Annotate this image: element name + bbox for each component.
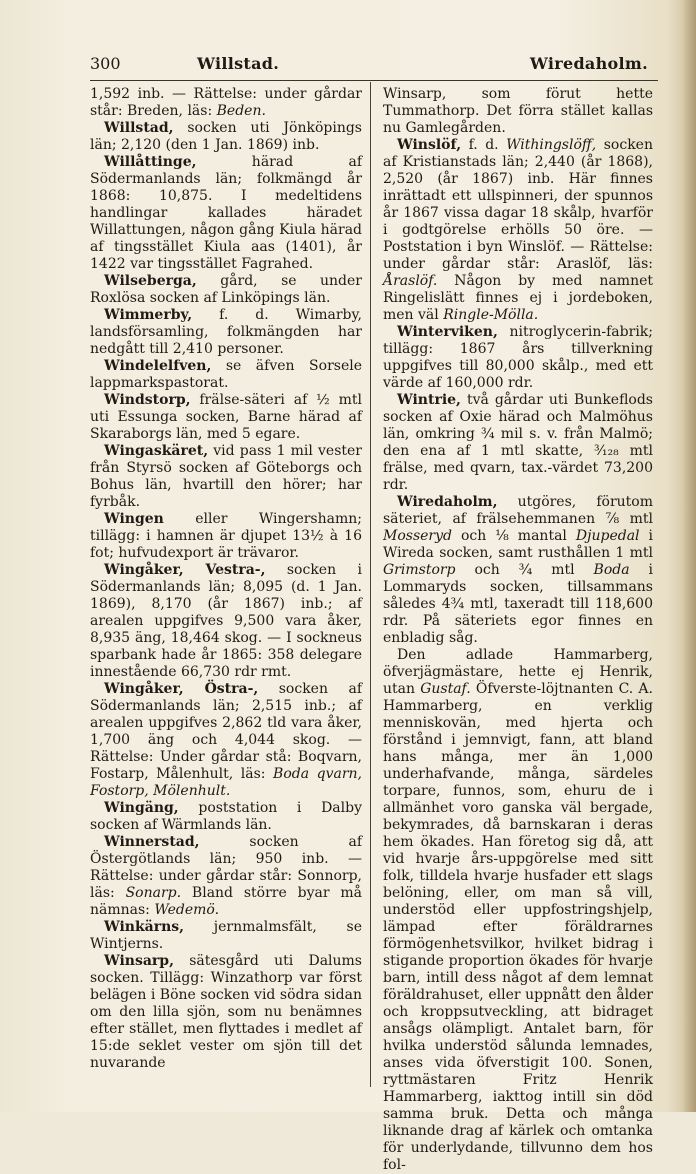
column-divider [370, 82, 371, 1087]
running-header [90, 54, 658, 78]
entry-italic-text: Grimstorp [383, 562, 456, 578]
entry-text: Bland större byar må nämnas: [90, 885, 362, 918]
entry-text: jernmalmsfält, se Wintjerns. [90, 919, 362, 952]
header-rule [90, 80, 658, 81]
entry-headword: Winterviken, [397, 324, 498, 340]
entry-text: frälse-säteri af ½ mtl uti Essunga socken, Barne härad af Skaraborgs län, med 5 egare. [90, 392, 362, 442]
page-edge-shadow [682, 0, 696, 1112]
entry [90, 86, 362, 120]
entry-text: socken af Södermanlands län; 2,515 inb.; af arealen uppgifves 2,862 tld vara åker, 1,700 äng och 4,044 skog. — Rättelse: Under gårdar stå: Boqvarn, Fostarp, Målenhult, läs: [90, 681, 362, 782]
entry [383, 137, 653, 324]
entry-headword: Winsarp, [104, 953, 174, 969]
entry [90, 953, 362, 1072]
entry-text: f. d. [461, 137, 507, 153]
entry-text: två gårdar uti Bunkeflods socken af Oxie härad och Malmöhus län, omkring ¾ mil s. v. från Malmö; den ena af 1 mtl skatte, ³⁄₁₂₈ mtl frälse, med qvarn, tax.-värdet 73,200 rdr. [383, 392, 653, 493]
entry-headword: Windelelfven, [104, 358, 212, 374]
entry-text: vid pass 1 mil vester från Styrsö socken af Göteborgs och Bohus län, hvartill den hörer; har fyrbåk. [90, 443, 362, 510]
entry [383, 324, 653, 392]
entry [90, 273, 362, 307]
entry-headword: Wingåker, Vestra-, [104, 562, 266, 578]
entry-headword: Willåttinge, [104, 154, 197, 170]
entry-headword: Wiredaholm, [397, 494, 498, 510]
entry-text: 1,592 inb. — Rättelse: under gårdar står: Breden, läs: [90, 86, 362, 119]
entry [383, 647, 653, 1174]
entry-text: socken uti Jönköpings län; 2,120 (den 1 Jan. 1869) inb. [90, 120, 362, 153]
entry [90, 154, 362, 273]
entry-headword: Windstorp, [104, 392, 191, 408]
entry-italic-text: Boda [593, 562, 630, 578]
entry-text: socken af Kristianstads län; 2,440 (år 1868), 2,520 (år 1867) inb. Här finnes inrättadt ett ullspinneri, der spunnos år 1867 vissa dagar 18 skålp, hvarför i godtgörelse erhölls 50 öre. — Poststation i byn Winslöf. — Rättelse: under gårdar står: Araslöf, läs: [383, 137, 653, 272]
entry-text: Någon by med namnet Ringelislätt finnes ej i jordeboken, men väl [383, 273, 653, 323]
entry-italic-text: Gustaf. [420, 681, 471, 697]
entry-italic-text: Mosseryd [383, 528, 452, 544]
left-running-head: Willstad. [197, 54, 280, 73]
entry-headword: Willstad, [104, 120, 174, 136]
entry-headword: Wilseberga, [104, 273, 197, 289]
left-column [90, 86, 362, 1072]
entry-text: Winsarp, som förut hette Tummathorp. Det förra stället kallas nu Gamlegården. [383, 86, 653, 136]
entry-italic-text: Withingslöff, [506, 137, 597, 153]
entry-headword: Wingaskäret, [104, 443, 209, 459]
entry [90, 307, 362, 358]
entry-text: Öfverste-löjtnanten C. A. Hammarberg, en verklig menniskovän, med hjerta och förstånd i jemnvigt, fann, att bland hans många, mer än 1,000 underhafvande, många, särdeles torpare, funnos, som, ehuru de i allmänhet voro ganska väl bergade, bekymrades, då barnskaran i deras hem ökades. Han företog sig då, att vid hvarje års-uppgörelse med sitt folk, tilldela hvarje husfader ett slags belöning, eller, om man så vill, understöd eller uppfostringshjelp, lämpad efter föräldrarnes förmögenhetsvilkor, hvilket bidrag i stigande proportion ökades för hvarje barn, intill dess något af dem lemnat föräldrahuset, eller uppnått den ålder och kroppsutveckling, att bidraget ansågs olämpligt. Antalet barn, för hvilka understöd sålunda lemnades, anses vida öfverstigit 100. Sonen, ryttmästaren Fritz Henrik Hammarberg, iakttog intill sin död samma bruk. Detta och många liknande drag af kärlek och omtanka för underlydande, tillvunno dem hos fol- [383, 681, 653, 1173]
entry [90, 120, 362, 154]
entry-italic-text: Åraslöf. [383, 273, 438, 289]
entry-text: socken af Östergötlands län; 950 inb. — Rättelse: under gårdar står: Sonnorp, läs: [90, 834, 362, 901]
entry [383, 494, 653, 647]
entry-italic-text: Ringle-Mölla. [443, 307, 539, 323]
page-number: 300 [90, 54, 121, 73]
entry [90, 681, 362, 800]
entry-italic-text: Sonarp. [125, 885, 182, 901]
entry-text: nitroglycerin-fabrik; tillägg: 1867 års tillverkning uppgifves till 80,000 skålp., med ett värde af 160,000 rdr. [383, 324, 653, 391]
right-running-head: Wiredaholm. [529, 54, 648, 73]
entry-italic-text: Djupedal [575, 528, 640, 544]
entry-text: socken i Södermanlands län; 8,095 (d. 1 Jan. 1869), 8,170 (år 1867) inb.; af arealen uppgifves 9,500 vara åker, 8,935 äng, 18,464 skog. — I sockneus sparbank hade år 1865: 358 delegare innestående 66,730 rdr rmt. [90, 562, 362, 680]
entry [90, 392, 362, 443]
entry-text: och ⅛ mantal [451, 528, 576, 544]
entry-text: sätesgård uti Dalums socken. Tillägg: Winzathorp var först belägen i Böne socken vid södra sidan om den lilla sjön, som nu benämnes efter stället, men flyttades i medlet af 15:de seklet vester om sjön till det nuvarande [90, 953, 362, 1071]
right-column [383, 86, 653, 1174]
entry-headword: Winslöf, [397, 137, 462, 153]
entry [90, 511, 362, 562]
entry-italic-text: Boda qvarn, Fostorp, Mölenhult. [90, 766, 362, 799]
entry-headword: Wingen [104, 511, 164, 527]
entry [90, 800, 362, 834]
entry-headword: Wintrie, [397, 392, 461, 408]
entry [383, 86, 653, 137]
entry-italic-text: Wedemö. [154, 902, 220, 918]
entry [90, 919, 362, 953]
entry-text: och ¾ mtl [455, 562, 594, 578]
entry-text: utgöres, förutom säteriet, af frälsehemmanen ⅞ mtl [383, 494, 653, 527]
entry-text: i Lommaryds socken, tillsammans således 4¾ mtl, taxeradt till 118,600 rdr. På säteriets egor finnes en enbladig såg. [383, 562, 653, 646]
entry-text: Den adlade Hammarberg, öfverjägmästare, hette ej Henrik, utan [383, 647, 653, 697]
entry [90, 443, 362, 511]
entry [90, 834, 362, 919]
entry-text: poststation i Dalby socken af Wärmlands län. [90, 800, 362, 833]
entry [383, 392, 653, 494]
entry-headword: Winkärns, [104, 919, 185, 935]
entry-text: härad af Södermanlands län; folkmängd år 1868: 10,875. I medeltidens handlingar kallades häradet Willattungen, någon gång Kiula härad af tingsstället Kiula aas (1401), år 1422 var tingsstället Fagrahed. [90, 154, 362, 272]
entry-text: gård, se under Roxlösa socken af Linköpings län. [90, 273, 362, 306]
entry-headword: Wimmerby, [104, 307, 193, 323]
entry [90, 562, 362, 681]
entry-text: eller Wingershamn; tillägg: i hamnen är djupet 13½ à 16 fot; hufvudexport är trävaror. [90, 511, 362, 561]
entry-text: f. d. Wimarby, landsförsamling, folkmängden har nedgått till 2,410 personer. [90, 307, 362, 357]
entry-headword: Winnerstad, [104, 834, 200, 850]
entry-text: se äfven Sorsele lappmarkspastorat. [90, 358, 362, 391]
entry-text: i Wireda socken, samt rusthållen 1 mtl [383, 528, 653, 561]
entry-headword: Wingäng, [104, 800, 179, 816]
entry [90, 358, 362, 392]
entry-headword: Wingåker, Östra-, [104, 681, 259, 697]
entry-italic-text: Beden. [216, 103, 266, 119]
